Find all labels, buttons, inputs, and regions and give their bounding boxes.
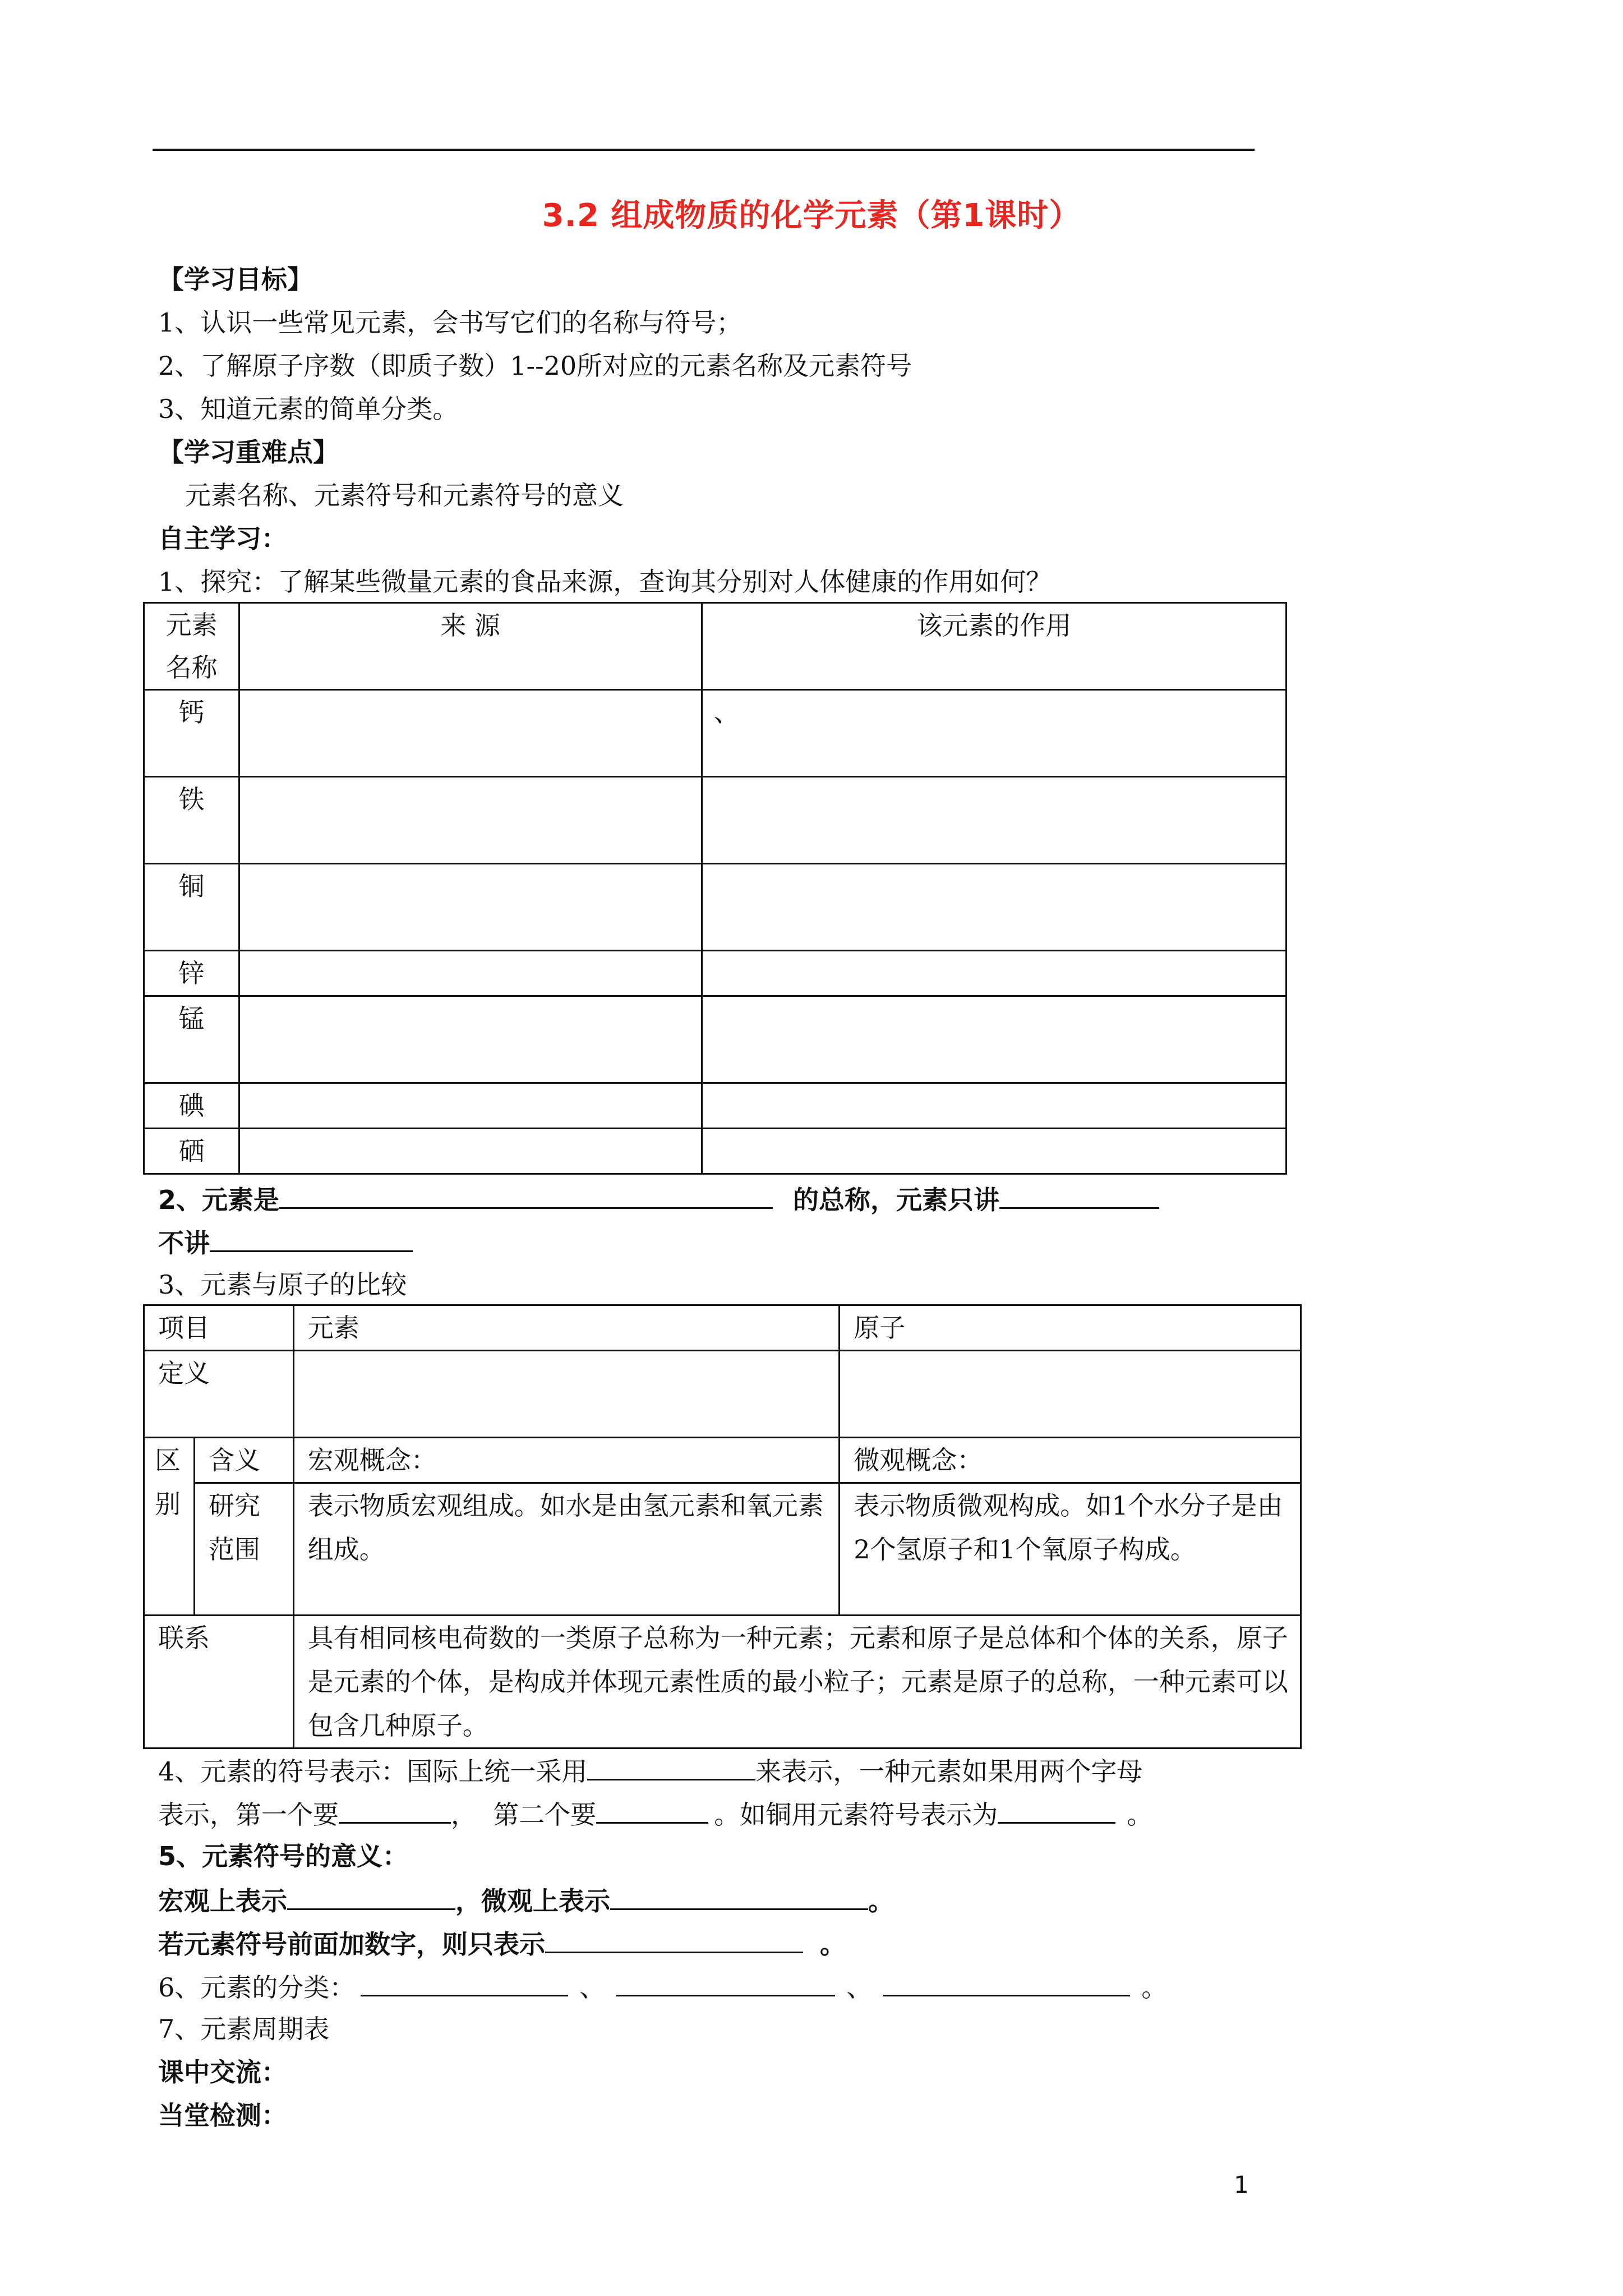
header-atom: 原子 xyxy=(840,1305,1301,1351)
question-3: 3、元素与原子的比较 xyxy=(158,1269,407,1300)
role-cell[interactable]: 、 xyxy=(702,690,1286,777)
q2-blank-3[interactable] xyxy=(210,1225,413,1252)
header-element-name: 元素名称 xyxy=(144,603,239,690)
q4-part1: 4、元素的符号表示：国际上统一采用 xyxy=(158,1756,588,1787)
goal-item-2: 2、了解原子序数（即质子数）1--20所对应的元素名称及元素符号 xyxy=(158,351,912,381)
q2-part1: 2、元素是 xyxy=(158,1185,280,1215)
source-cell[interactable] xyxy=(239,690,702,777)
element-name-cell: 钙 xyxy=(144,690,239,777)
question-5-heading: 5、元素符号的意义： xyxy=(158,1841,409,1871)
role-cell[interactable] xyxy=(702,1129,1286,1174)
scope-label: 研究范围 xyxy=(194,1483,293,1616)
role-cell[interactable] xyxy=(702,777,1286,864)
element-name-cell: 锌 xyxy=(144,951,239,996)
in-class-test-heading: 当堂检测： xyxy=(158,2100,287,2131)
header-source: 来 源 xyxy=(239,603,702,690)
role-cell[interactable] xyxy=(702,951,1286,996)
role-cell[interactable] xyxy=(702,996,1286,1083)
source-cell[interactable] xyxy=(239,951,702,996)
source-cell[interactable] xyxy=(239,996,702,1083)
q6-blank-2[interactable] xyxy=(616,1969,835,1996)
table-row xyxy=(144,1083,1287,1129)
q2-part2: 的总称，元素只讲 xyxy=(793,1185,1000,1215)
q4-part3: 表示，第一个要 xyxy=(158,1800,339,1830)
element-name-cell: 铜 xyxy=(144,864,239,951)
q4-part6: 。 xyxy=(1127,1800,1153,1830)
question-5-number xyxy=(158,1926,846,1961)
link-text: 具有相同核电荷数的一类原子总称为一种元素；元素和原子是总体和个体的关系，原子是元素的个体，是构成并体现元素性质的最小粒子；元素是原子的总称，一种元素可以包含几种原子。 xyxy=(293,1616,1301,1749)
element-name-cell: 碘 xyxy=(144,1083,239,1129)
role-cell[interactable] xyxy=(702,864,1286,951)
trace-elements-table xyxy=(143,602,1287,1175)
q4-part4: ， 第二个要 xyxy=(451,1800,597,1830)
difference-label: 区别 xyxy=(144,1438,195,1616)
question-4 xyxy=(158,1753,1142,1788)
q6-end: 。 xyxy=(1141,1972,1168,2003)
q5-blank-3[interactable] xyxy=(545,1926,803,1953)
q4-blank-4[interactable] xyxy=(998,1796,1115,1824)
role-cell[interactable] xyxy=(702,1083,1286,1129)
table-row xyxy=(144,951,1287,996)
element-name-cell: 硒 xyxy=(144,1129,239,1174)
table-row xyxy=(144,864,1287,951)
question-2 xyxy=(158,1181,1159,1217)
source-cell[interactable] xyxy=(239,777,702,864)
question-7: 7、元素周期表 xyxy=(158,2014,330,2044)
class-exchange-heading: 课中交流： xyxy=(158,2057,287,2087)
table-header-row xyxy=(144,603,1287,690)
key-points-text: 元素名称、元素符号和元素符号的意义 xyxy=(185,480,624,510)
q5-number: 若元素符号前面加数字，则只表示 xyxy=(158,1929,545,1959)
question-4-cont xyxy=(158,1796,1152,1832)
header-rule xyxy=(153,149,1255,151)
q5-number-end: 。 xyxy=(820,1929,846,1959)
element-scope-text: 表示物质宏观组成。如水是由氢元素和氧元素组成。 xyxy=(293,1483,839,1616)
goal-item-3: 3、知道元素的简单分类。 xyxy=(158,394,459,424)
question-2-cont xyxy=(158,1225,413,1260)
macro-concept: 宏观概念： xyxy=(293,1438,839,1483)
q6-blank-1[interactable] xyxy=(361,1969,568,1996)
q4-part2: 来表示，一种元素如果用两个字母 xyxy=(755,1756,1143,1787)
element-name-cell: 铁 xyxy=(144,777,239,864)
page-title: 3.2 组成物质的化学元素（第1课时） xyxy=(542,197,1081,234)
q4-blank-3[interactable] xyxy=(596,1796,708,1824)
header-element: 元素 xyxy=(293,1305,839,1351)
header-item: 项目 xyxy=(144,1305,294,1351)
q2-blank-1[interactable] xyxy=(279,1181,773,1209)
q2-blank-2[interactable] xyxy=(999,1181,1159,1209)
definition-label: 定义 xyxy=(144,1351,294,1438)
meaning-label: 含义 xyxy=(194,1438,293,1483)
table-row xyxy=(144,996,1287,1083)
q6-blank-3[interactable] xyxy=(883,1969,1130,1996)
page-number: 1 xyxy=(1234,2171,1249,2198)
q5-micro: ，微观上表示 xyxy=(455,1886,610,1916)
table-row xyxy=(144,1129,1287,1174)
q2-part3: 不讲 xyxy=(158,1228,210,1258)
question-1: 1、探究：了解某些微量元素的食品来源，查询其分别对人体健康的作用如何？ xyxy=(158,567,1052,597)
q6-text: 6、元素的分类： xyxy=(158,1972,356,2003)
table-row xyxy=(144,690,1287,777)
q5-macro: 宏观上表示 xyxy=(158,1886,287,1916)
q4-blank-2[interactable] xyxy=(339,1796,451,1824)
goals-heading: 【学习目标】 xyxy=(158,264,313,295)
element-name-cell: 锰 xyxy=(144,996,239,1083)
link-label: 联系 xyxy=(144,1616,294,1749)
source-cell[interactable] xyxy=(239,864,702,951)
q5-blank-2[interactable] xyxy=(610,1883,868,1910)
element-atom-comparison-table xyxy=(143,1304,1302,1749)
question-6 xyxy=(158,1969,1167,2004)
question-5-macro-micro xyxy=(158,1883,894,1918)
key-points-heading: 【学习重难点】 xyxy=(158,437,339,467)
q6-sep-2: 、 xyxy=(846,1972,873,2003)
goal-item-1: 1、认识一些常见元素，会书写它们的名称与符号； xyxy=(158,307,743,338)
q5-blank-1[interactable] xyxy=(287,1883,455,1910)
element-definition-cell[interactable] xyxy=(293,1351,839,1438)
atom-definition-cell[interactable] xyxy=(840,1351,1301,1438)
source-cell[interactable] xyxy=(239,1083,702,1129)
source-cell[interactable] xyxy=(239,1129,702,1174)
atom-scope-text: 表示物质微观构成。如1个水分子是由2个氢原子和1个氧原子构成。 xyxy=(840,1483,1301,1616)
table-row xyxy=(144,777,1287,864)
q5-end: 。 xyxy=(868,1886,894,1916)
q4-part5: 。如铜用元素符号表示为 xyxy=(714,1800,998,1830)
micro-concept: 微观概念： xyxy=(840,1438,1301,1483)
q4-blank-1[interactable] xyxy=(587,1753,755,1780)
q6-sep-1: 、 xyxy=(579,1972,606,2003)
self-study-heading: 自主学习： xyxy=(158,523,287,554)
header-role: 该元素的作用 xyxy=(702,603,1286,690)
